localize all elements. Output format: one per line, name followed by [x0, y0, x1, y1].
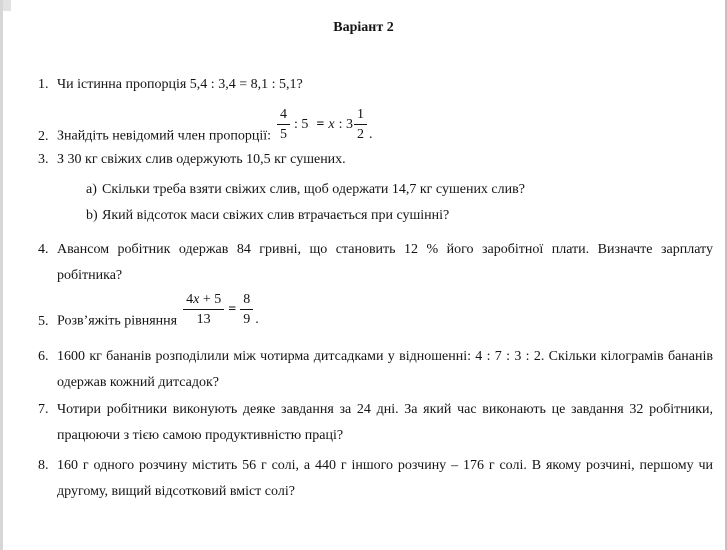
- problem-text: [57, 292, 713, 340]
- numerator: [183, 291, 224, 310]
- problem-number: 2.: [38, 128, 49, 144]
- problem-6: [38, 344, 713, 395]
- problem-text: З 30 кг свіжих слив одержують 10,5 кг сушених.: [57, 152, 346, 167]
- problem-3-sub-b: [86, 203, 713, 229]
- fraction: [240, 291, 253, 328]
- problem-text-lead: Розв’яжіть рівняння: [57, 313, 178, 329]
- equation: [183, 291, 259, 328]
- problem-3-sub-a: [86, 177, 713, 203]
- numerator-constant: + 5: [199, 292, 222, 307]
- problem-4: [38, 237, 713, 288]
- problem-number: 8.: [38, 458, 49, 473]
- problem-text: Авансом робітник одержав 84 гривні, що становить 12 % його заробітної плати. Визначте зарплату робітника?: [57, 242, 713, 283]
- problem-number: 6.: [38, 349, 49, 364]
- denominator: 2: [357, 127, 364, 142]
- scan-edge-left: [0, 0, 3, 550]
- denominator: 5: [280, 127, 288, 142]
- math-separator: : 3: [338, 116, 353, 132]
- problem-number: 4.: [38, 242, 49, 257]
- problem-number: 3.: [38, 152, 49, 167]
- page-title: Варіант 2: [333, 20, 394, 35]
- fraction: [183, 291, 224, 328]
- sub-text: Скільки треба взяти свіжих слив, щоб одержати 14,7 кг сушених слив?: [102, 182, 525, 197]
- numerator: 8: [240, 291, 253, 310]
- problem-1: [38, 72, 713, 98]
- variable-x: x: [193, 292, 200, 307]
- problem-number: 1.: [38, 77, 49, 92]
- equals-sign: =: [228, 301, 237, 317]
- problem-text: Чи істинна пропорція 5,4 : 3,4 = 8,1 : 5,1?: [57, 77, 303, 92]
- problem-7: [38, 397, 713, 448]
- numerator: 1: [354, 106, 367, 125]
- problem-8: [38, 453, 713, 504]
- numerator-coefficient: 4: [186, 292, 194, 307]
- math-period: .: [369, 127, 373, 142]
- math-separator: : 5: [294, 116, 309, 132]
- numerator: 4: [277, 106, 290, 125]
- problem-5: [38, 292, 713, 340]
- sub-letter: b): [86, 208, 98, 223]
- proportion-equation: [277, 106, 372, 143]
- problem-text: 160 г одного розчину містить 56 г солі, а 440 г іншого розчину – 176 г солі. В якому розчині, першому чи другому, вищий відсотковий вміст солі?: [57, 458, 713, 499]
- denominator: 13: [196, 312, 211, 327]
- equals-sign: =: [316, 116, 325, 132]
- fraction: [277, 106, 290, 143]
- problem-text: Чотири робітники виконують деяке завдання за 24 дні. За який час виконають це завдання 32 робітники, працюючи з тією самою продуктивністю праці?: [57, 402, 713, 443]
- denominator: 9: [243, 312, 251, 327]
- problem-3: [38, 147, 713, 173]
- sub-text: Який відсоток маси свіжих слив втрачається при сушінні?: [102, 208, 450, 223]
- sub-letter: a): [86, 182, 97, 197]
- math-period: .: [255, 312, 259, 327]
- variable-x: x: [328, 116, 335, 132]
- problem-number: 5.: [38, 313, 49, 329]
- problem-number: 7.: [38, 402, 49, 417]
- fraction: [354, 106, 367, 143]
- problem-text-lead: Знайдіть невідомий член пропорції:: [57, 128, 272, 144]
- problem-text: 1600 кг бананів розподілили між чотирма дитсадками у відношенні: 4 : 7 : 3 : 2. Скільки кілограмів бананів одержав кожний дитсадок?: [57, 349, 713, 390]
